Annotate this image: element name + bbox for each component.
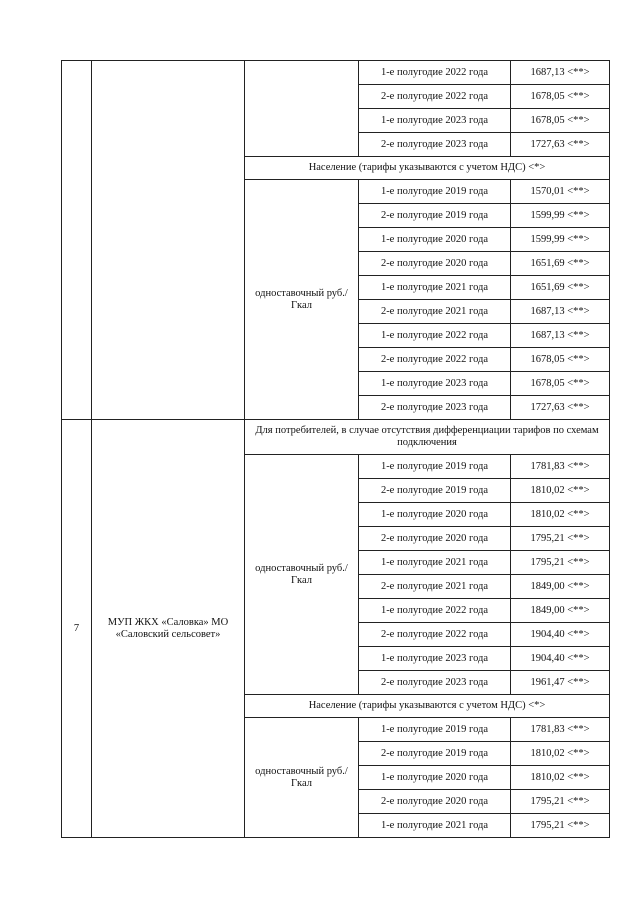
row-number-cell — [62, 61, 92, 420]
period-cell: 1-е полугодие 2019 года — [359, 718, 511, 742]
organization-cell: МУП ЖКХ «Саловка» МО «Саловский сельсовет» — [92, 420, 245, 838]
organization-cell — [92, 61, 245, 420]
period-cell: 2-е полугодие 2021 года — [359, 575, 511, 599]
tariff-value-cell: 1727,63 <**> — [511, 133, 610, 157]
tariff-value-cell: 1678,05 <**> — [511, 109, 610, 133]
tariff-value-cell: 1810,02 <**> — [511, 479, 610, 503]
tariff-value-cell: 1810,02 <**> — [511, 503, 610, 527]
tariff-value-cell: 1781,83 <**> — [511, 455, 610, 479]
tariff-value-cell: 1678,05 <**> — [511, 85, 610, 109]
period-cell: 2-е полугодие 2023 года — [359, 396, 511, 420]
period-cell: 2-е полугодие 2022 года — [359, 348, 511, 372]
population-section-header: Население (тарифы указываются с учетом НДС) <*> — [245, 695, 610, 718]
tariff-type-cell: одноставочный руб./Гкал — [245, 718, 359, 838]
tariff-value-cell: 1678,05 <**> — [511, 372, 610, 396]
period-cell: 1-е полугодие 2022 года — [359, 61, 511, 85]
tariff-value-cell: 1849,00 <**> — [511, 575, 610, 599]
period-cell: 2-е полугодие 2019 года — [359, 742, 511, 766]
tariff-value-cell: 1795,21 <**> — [511, 790, 610, 814]
tariff-value-cell: 1678,05 <**> — [511, 348, 610, 372]
period-cell: 1-е полугодие 2023 года — [359, 372, 511, 396]
period-cell: 2-е полугодие 2022 года — [359, 623, 511, 647]
tariff-type-cell — [245, 61, 359, 157]
period-cell: 2-е полугодие 2021 года — [359, 300, 511, 324]
tariff-value-cell: 1810,02 <**> — [511, 742, 610, 766]
tariff-value-cell: 1651,69 <**> — [511, 276, 610, 300]
tariff-value-cell: 1849,00 <**> — [511, 599, 610, 623]
period-cell: 1-е полугодие 2021 года — [359, 276, 511, 300]
table-row — [62, 61, 610, 85]
tariff-value-cell: 1795,21 <**> — [511, 551, 610, 575]
tariff-value-cell: 1781,83 <**> — [511, 718, 610, 742]
period-cell: 2-е полугодие 2023 года — [359, 671, 511, 695]
row-number-cell: 7 — [62, 420, 92, 838]
tariff-value-cell: 1904,40 <**> — [511, 623, 610, 647]
period-cell: 2-е полугодие 2022 года — [359, 85, 511, 109]
tariff-value-cell: 1795,21 <**> — [511, 814, 610, 838]
period-cell: 1-е полугодие 2019 года — [359, 455, 511, 479]
tariff-value-cell: 1570,01 <**> — [511, 180, 610, 204]
period-cell: 1-е полугодие 2019 года — [359, 180, 511, 204]
tariff-value-cell: 1961,47 <**> — [511, 671, 610, 695]
period-cell: 1-е полугодие 2022 года — [359, 599, 511, 623]
tariff-value-cell: 1651,69 <**> — [511, 252, 610, 276]
tariff-table — [61, 60, 610, 838]
period-cell: 2-е полугодие 2020 года — [359, 790, 511, 814]
period-cell: 1-е полугодие 2020 года — [359, 228, 511, 252]
tariff-type-cell: одноставочный руб./Гкал — [245, 180, 359, 420]
tariff-value-cell: 1599,99 <**> — [511, 228, 610, 252]
period-cell: 1-е полугодие 2020 года — [359, 766, 511, 790]
tariff-type-cell: одноставочный руб./Гкал — [245, 455, 359, 695]
period-cell: 1-е полугодие 2023 года — [359, 647, 511, 671]
tariff-value-cell: 1795,21 <**> — [511, 527, 610, 551]
period-cell: 1-е полугодие 2021 года — [359, 551, 511, 575]
tariff-value-cell: 1599,99 <**> — [511, 204, 610, 228]
period-cell: 1-е полугодие 2020 года — [359, 503, 511, 527]
period-cell: 2-е полугодие 2019 года — [359, 479, 511, 503]
section-header-row — [62, 420, 610, 455]
period-cell: 2-е полугодие 2019 года — [359, 204, 511, 228]
tariff-value-cell: 1810,02 <**> — [511, 766, 610, 790]
population-section-header: Население (тарифы указываются с учетом НДС) <*> — [245, 157, 610, 180]
period-cell: 2-е полугодие 2023 года — [359, 133, 511, 157]
period-cell: 1-е полугодие 2021 года — [359, 814, 511, 838]
period-cell: 1-е полугодие 2023 года — [359, 109, 511, 133]
tariff-value-cell: 1687,13 <**> — [511, 61, 610, 85]
period-cell: 2-е полугодие 2020 года — [359, 527, 511, 551]
tariff-value-cell: 1904,40 <**> — [511, 647, 610, 671]
no-differentiation-section-header: Для потребителей, в случае отсутствия дифференциации тарифов по схемам подключения — [245, 420, 610, 455]
tariff-value-cell: 1727,63 <**> — [511, 396, 610, 420]
tariff-value-cell: 1687,13 <**> — [511, 300, 610, 324]
period-cell: 1-е полугодие 2022 года — [359, 324, 511, 348]
period-cell: 2-е полугодие 2020 года — [359, 252, 511, 276]
tariff-value-cell: 1687,13 <**> — [511, 324, 610, 348]
